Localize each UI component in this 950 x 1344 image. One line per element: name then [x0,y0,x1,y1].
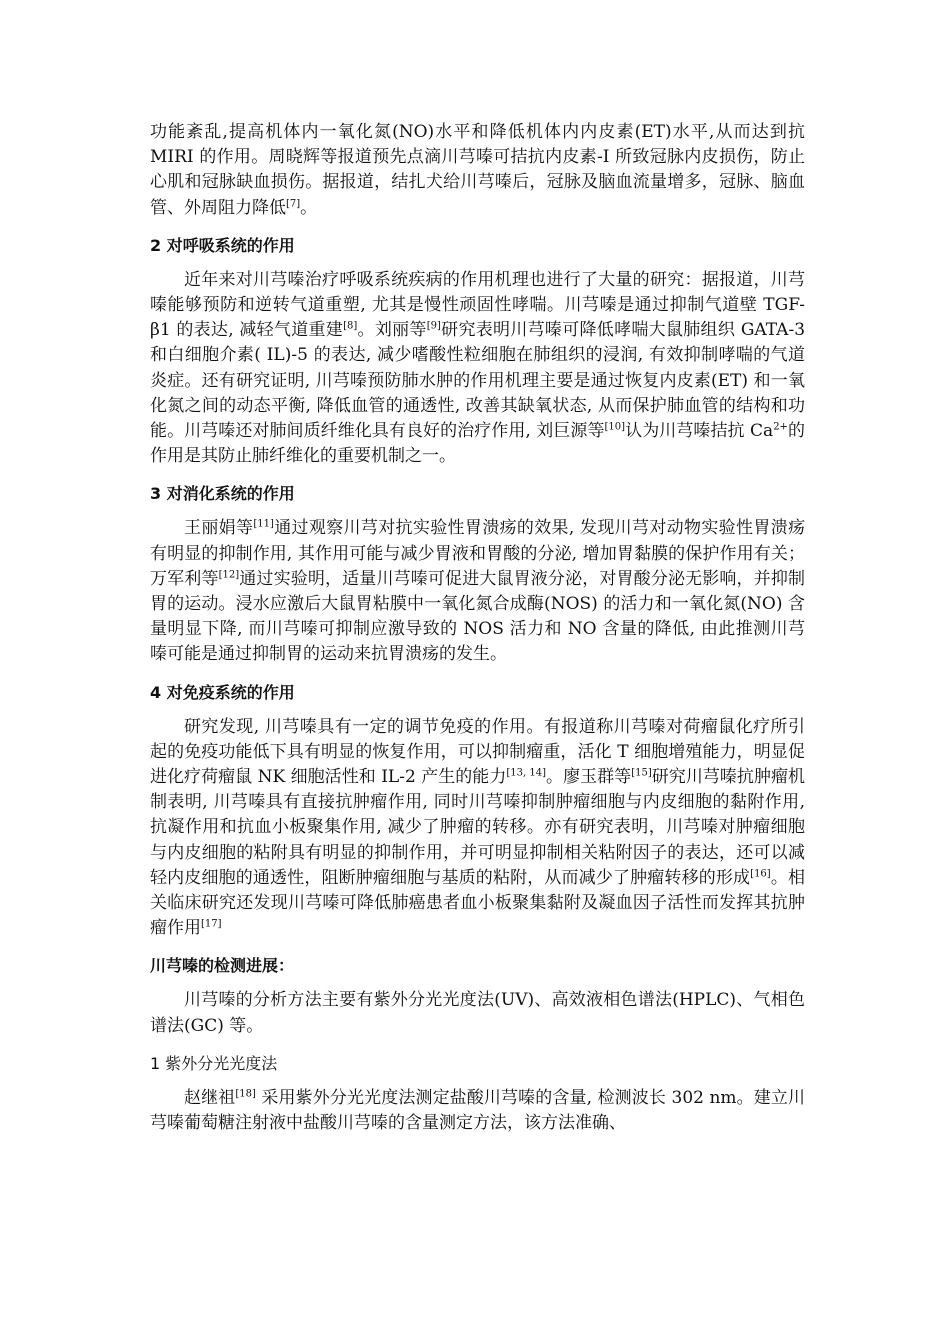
citation-ref: [18] [235,1088,256,1100]
text-run: 研究表明川芎嗪可降低哮喘大鼠肺组织 GATA-3 和白细胞介素( IL)-5 的表达, 减少嗜酸性粒细胞在肺组织的浸润, 有效抑制哮喘的气道炎症。还有研究证明, 川芎嗪预防肺水肿的作用机理主要是通过恢复内皮素(ET) 和一氧化氮之间的动态平衡, 降低血管的通透性, 改善其缺氧状态, 从而保护肺血管的结构和功能。川芎嗪还对肺间质纤维化具有良好的治疗作用, 刘巨源等 [150,320,806,442]
section-heading-detection: 川芎嗪的检测进展： [150,956,295,976]
text-run: 认为川芎嗪拮抗 Ca [625,421,774,442]
citation-ref: [8] [343,320,358,332]
section-heading-digestive: 3 对消化系统的作用 [150,484,295,504]
citation-ref: [15] [631,767,652,779]
text-run: 的作用是其防止肺纤维化的重要机制之一。 [150,421,806,467]
document-page [150,120,805,1136]
text-run: 通过实验明，适量川芎嗪可促进大鼠胃液分泌，对胃酸分泌无影响，并抑制胃的运动。浸水应激后大鼠胃粘膜中一氧化氮合成酶(NOS) 的活力和一氧化氮(NO) 含量明显下降, 而川芎嗪可抑制应激导致的 NOS 活力和 NO 含量的降低, 由此推测川芎嗪可能是通过抑制胃的运动来抗胃溃疡的发生。 [150,568,806,665]
text-run: 研究发现, 川芎嗪具有一定的调节免疫的作用。有报道称川芎嗪对荷瘤鼠化疗所引起的免疫功能低下具有明显的恢复作用，可以抑制瘤重，活化 T 细胞增殖能力，明显促进化疗荷瘤鼠 NK 细胞活性和 IL-2 产生的能力 [150,716,805,788]
text-run: 川芎嗪的分析方法主要有紫外分光光度法(UV)、高效液相色谱法(HPLC)、气相色谱法(GC) 等。 [150,990,805,1036]
text-run: 采用紫外分光光度法测定盐酸川芎嗪的含量, 检测波长 302 nm。建立川芎嗪葡萄糖注射液中盐酸川芎嗪的含量测定方法，该方法准确、 [150,1087,806,1134]
section-heading-immune: 4 对免疫系统的作用 [150,682,295,702]
text-run: 功能紊乱,提高机体内一氧化氮(NO)水平和降低机体内内皮素(ET)水平,从而达到抗 MIRI 的作用。周晓辉等报道预先点滴川芎嗪可拮抗内皮素-I 所致冠脉内皮损伤，防止心肌和冠脉缺血损伤。据报道，结扎犬给川芎嗪后，冠脉及脑血流量增多，冠脉、脑血管、外周阻力降低 [150,122,805,218]
section-heading-respiratory: 2 对呼吸系统的作用 [150,235,295,255]
citation-ref: [9] [426,320,441,332]
citation-ref: [12] [218,569,240,581]
citation-ref: [10] [604,421,626,433]
text-run: 。 [300,197,318,218]
citation-ref: [16] [750,868,771,880]
superscript-charge: 2+ [773,421,788,433]
paragraph-cardiovascular-continued [150,120,805,221]
citation-ref: [17] [201,918,222,930]
paragraph-uv [150,1086,805,1136]
text-run: 研究川芎嗪抗肿瘤机制表明, 川芎嗪具有直接抗肿瘤作用, 同时川芎嗪抑制肿瘤细胞与内皮细胞的黏附作用, 抗凝作用和抗血小板聚集作用, 减少了肿瘤的转移。亦有研究表明，川芎嗪对肿瘤细胞与内皮细胞的粘附具有明显的抑制作用，并可明显抑制相关粘附因子的表达，还可以减轻内皮细胞的通透性，阻断肿瘤细胞与基质的粘附，从而减少了肿瘤转移的形成 [150,767,806,888]
subsection-heading-uv: 1 紫外分光光度法 [150,1053,278,1073]
paragraph-digestive [150,516,805,667]
text-run: 近年来对川芎嗪治疗呼吸系统疾病的作用机理也进行了大量的研究：据报道，川芎嗪能够预防和逆转气道重塑, 尤其是慢性顽固性哮喘。川芎嗪是通过抑制气道壁 TGF-β1 的表达, 减轻气道重建 [150,269,805,341]
text-run: 赵继祖 [184,1087,236,1108]
citation-ref: [7] [286,197,301,209]
text-run: 通过观察川芎对抗实验性胃溃疡的效果, 发现川芎对动物实验性胃溃疡有明显的抑制作用, 其作用可能与减少胃液和胃酸的分泌, 增加胃黏膜的保护作用有关；万军利等 [150,518,806,589]
text-run: 。刘丽等 [357,320,427,341]
text-run: 。廖玉群等 [546,767,632,788]
paragraph-detection [150,988,805,1038]
paragraph-immune [150,715,805,942]
text-run: 。相关临床研究还发现川芎嗪可降低肺癌患者血小板聚集黏附及凝血因子活性而发挥其抗肿瘤作用 [150,867,805,939]
paragraph-respiratory [150,268,805,470]
citation-ref: [13, 14] [506,767,547,779]
text-run: 王丽娟等 [184,518,254,539]
citation-ref: [11] [253,518,274,530]
